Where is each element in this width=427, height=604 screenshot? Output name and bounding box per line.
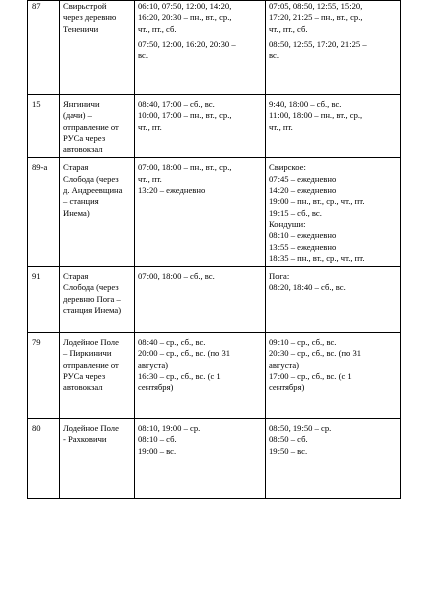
return-time-line: 9:40, 18:00 – сб., вс. — [269, 99, 342, 109]
route-name-line: отправление от — [63, 359, 119, 370]
return-time-line: Свирское: — [269, 162, 306, 173]
route-name-line: Тененичи — [63, 23, 99, 34]
return-time-line: сентября) — [269, 382, 305, 393]
route-number-cell — [28, 158, 60, 267]
route-name-cell — [60, 95, 135, 158]
departure-time-line: 08:40 – ср., сб., вс. — [138, 337, 206, 348]
route-number-cell — [28, 333, 60, 419]
route-name-line: отправление от — [63, 121, 119, 132]
route-name-cell — [60, 333, 135, 419]
return-time-line: Кондуши: — [269, 218, 306, 229]
route-number: 87 — [32, 1, 41, 11]
route-name-line: – станция — [63, 196, 99, 207]
return-times-cell — [266, 419, 401, 499]
route-name-cell — [60, 158, 135, 267]
route-name-line: деревню Пога – — [63, 293, 121, 304]
route-name-cell — [60, 267, 135, 333]
return-time-line: 07:45 – ежедневно — [269, 173, 337, 184]
departure-time-line: 13:20 – ежедневно — [138, 185, 206, 196]
table-row — [28, 95, 401, 158]
departure-time-line: 07:00, 18:00 – сб., вс. — [138, 271, 215, 282]
departure-time-line: чт., пт., сб. — [138, 23, 177, 34]
route-name-line: д. Андреевщина — [63, 185, 123, 196]
route-name-line: – Пиркиничи — [63, 348, 112, 359]
route-name-line: через деревню — [63, 12, 117, 23]
return-time-line: вс. — [269, 50, 279, 61]
return-time-line: 17:00 – ср., сб., вс. (с 1 — [269, 371, 352, 382]
departure-time-line: 08:10, 19:00 – ср. — [138, 423, 201, 434]
return-time-line: 08:50, 19:50 – ср. — [269, 423, 332, 434]
departure-times-cell — [135, 158, 266, 267]
departure-time-line: 10:00, 17:00 – пн., вт., ср., — [138, 110, 232, 121]
departure-time-line: чт., пт. — [138, 121, 162, 132]
departure-time-line: чт., пт. — [138, 173, 162, 184]
departure-time-line: 08:10 – сб. — [138, 434, 177, 445]
departure-time-line: августа) — [138, 359, 169, 370]
departure-times-cell — [135, 95, 266, 158]
return-time-line: 19:00 – пн., вт., ср., чт., пт. — [269, 196, 365, 207]
departure-times-cell — [135, 419, 266, 499]
route-number: 79 — [32, 337, 41, 348]
departure-time-line: сентября) — [138, 382, 174, 393]
return-times-cell — [266, 95, 401, 158]
route-name-cell — [60, 419, 135, 499]
return-time-line: Пога: — [269, 271, 290, 282]
table-row — [28, 419, 401, 499]
return-times-cell — [266, 1, 401, 95]
route-name-line: Слобода (через — [63, 173, 119, 184]
departure-time-line: вс. — [138, 50, 148, 61]
return-time-line: 08:50, 12:55, 17:20, 21:25 – — [269, 38, 367, 49]
route-name-line: станция Инема) — [63, 305, 122, 316]
route-name-line: Инема) — [63, 207, 90, 218]
return-time-line: 07:05, 08:50, 12:55, 15:20, — [269, 1, 363, 11]
departure-time-line: 06:10, 07:50, 12:00, 14:20, — [138, 1, 232, 11]
departure-times-cell — [135, 1, 266, 95]
departure-time-line: 19:00 – вс. — [138, 445, 177, 456]
return-times-cell — [266, 267, 401, 333]
route-number: 80 — [32, 423, 41, 434]
departure-time-line: 16:20, 20:30 – пн., вт., ср., — [138, 12, 232, 23]
route-name-line: (дачи) – — [63, 110, 92, 121]
return-time-line: 11:00, 18:00 – пн., вт., ср., — [269, 110, 363, 121]
return-times-cell — [266, 333, 401, 419]
departure-time-line: 20:00 – ср., сб., вс. (по 31 — [138, 348, 231, 359]
departure-time-line: 08:40, 17:00 – сб., вс. — [138, 99, 215, 109]
route-name-line: РУСа через — [63, 132, 106, 143]
return-time-line: 19:50 – вс. — [269, 445, 308, 456]
departure-time-line: 07:50, 12:00, 16:20, 20:30 – — [138, 38, 236, 49]
return-time-line: 20:30 – ср., сб., вс. (по 31 — [269, 348, 362, 359]
route-name-line: Слобода (через — [63, 282, 119, 293]
table-row — [28, 267, 401, 333]
return-time-line: 08:20, 18:40 – сб., вс. — [269, 282, 346, 293]
return-time-line: августа) — [269, 359, 300, 370]
route-name-line: Лодейное Поле — [63, 337, 119, 348]
return-time-line: 08:10 – ежедневно — [269, 230, 337, 241]
route-name-line: автовокзал — [63, 144, 103, 155]
return-time-line: чт., пт. — [269, 121, 293, 132]
table-row — [28, 333, 401, 419]
route-name-line: автовокзал — [63, 382, 103, 393]
route-name-line: Янгиничи — [63, 99, 100, 109]
return-times-cell — [266, 158, 401, 267]
route-number: 91 — [32, 271, 41, 282]
return-time-line: 13:55 – ежедневно — [269, 241, 337, 252]
route-number: 89-а — [32, 162, 48, 173]
route-name-line: - Рахковичи — [63, 434, 107, 445]
return-time-line: 09:10 – ср., сб., вс. — [269, 337, 337, 348]
return-time-line: 08:50 – сб. — [269, 434, 308, 445]
departure-times-cell — [135, 333, 266, 419]
route-name-line: РУСа через — [63, 371, 106, 382]
table-row — [28, 1, 401, 95]
table-row — [28, 158, 401, 267]
route-number-cell — [28, 1, 60, 95]
route-name-cell — [60, 1, 135, 95]
schedule-body — [28, 1, 401, 499]
route-name-line: Старая — [63, 162, 89, 173]
return-time-line: чт., пт., сб. — [269, 23, 308, 34]
departure-times-cell — [135, 267, 266, 333]
route-number-cell — [28, 95, 60, 158]
route-name-line: Лодейное Поле — [63, 423, 119, 434]
route-number: 15 — [32, 99, 41, 109]
return-time-line: 19:15 – сб., вс. — [269, 207, 322, 218]
bus-schedule-table — [27, 0, 401, 499]
route-name-line: Свирьстрой — [63, 1, 107, 11]
route-name-line: Старая — [63, 271, 89, 282]
departure-time-line: 07:00, 18:00 – пн., вт., ср., — [138, 162, 232, 173]
route-number-cell — [28, 419, 60, 499]
return-time-line: 18:35 – пн., вт., ср., чт., пт. — [269, 252, 365, 263]
return-time-line: 14:20 – ежедневно — [269, 185, 337, 196]
return-time-line: 17:20, 21:25 – пн., вт., ср., — [269, 12, 363, 23]
route-number-cell — [28, 267, 60, 333]
departure-time-line: 16:30 – ср., сб., вс. (с 1 — [138, 371, 221, 382]
